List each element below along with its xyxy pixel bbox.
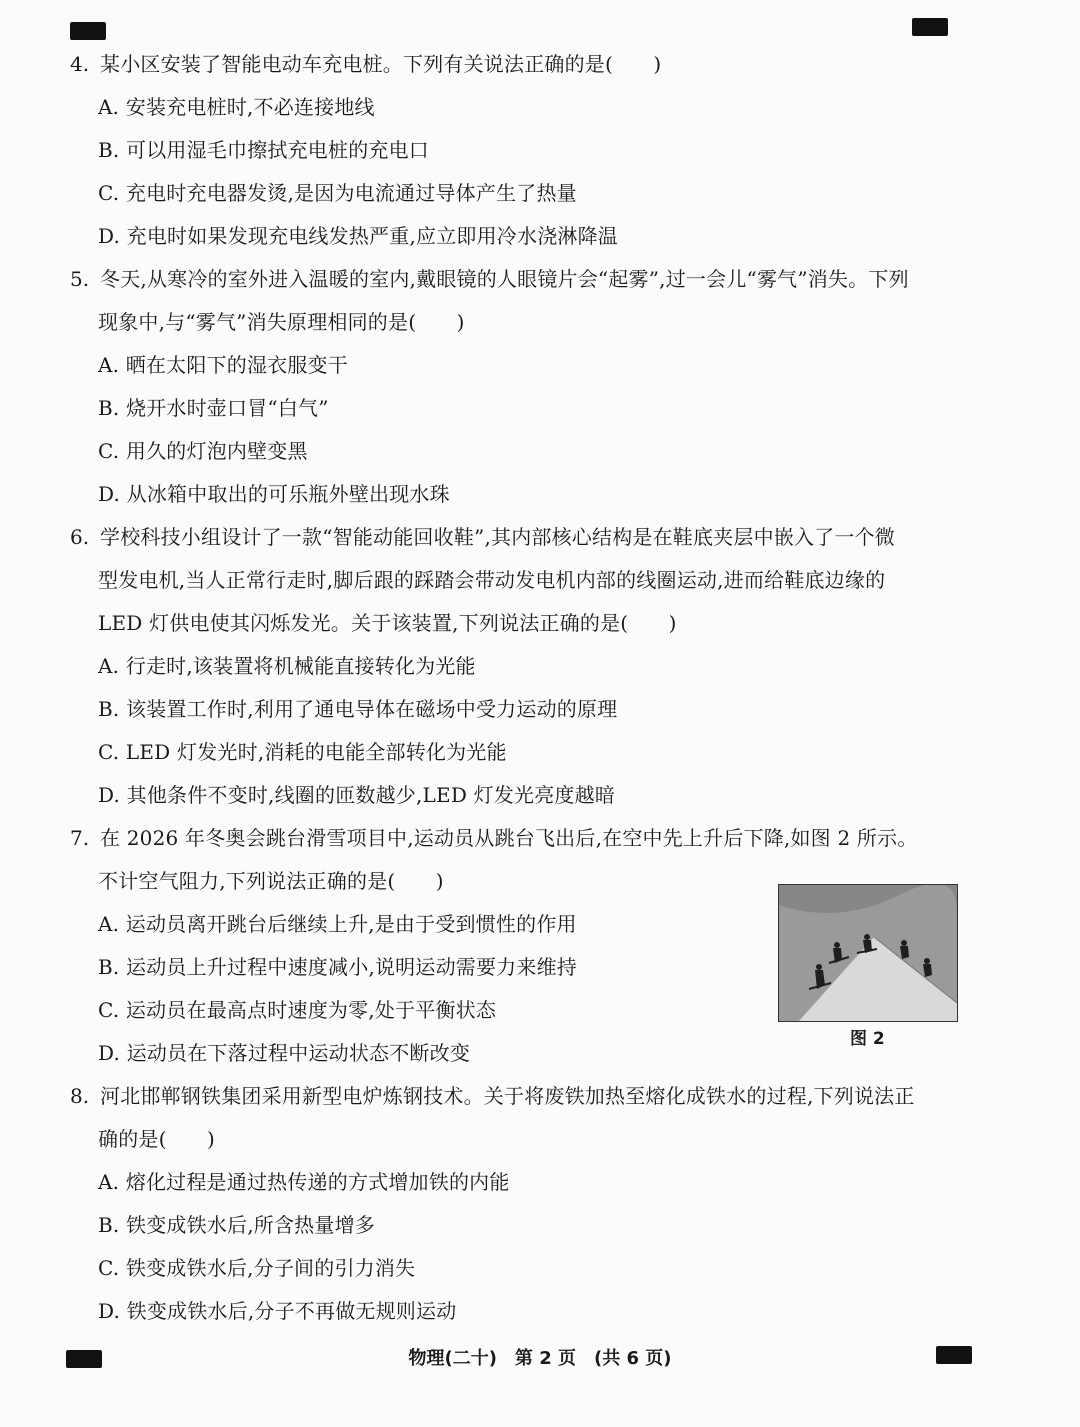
question-5-number: 5. xyxy=(70,267,90,291)
question-8-option-c: C. 铁变成铁水后,分子间的引力消失 xyxy=(98,1256,416,1280)
question-8-stem-line-1: 河北邯郸钢铁集团采用新型电炉炼钢技术。关于将废铁加热至熔化成铁水的过程,下列说法正 xyxy=(100,1084,915,1108)
question-7-option-b: B. 运动员上升过程中速度减小,说明运动需要力来维持 xyxy=(98,955,577,979)
question-7-stem-line-2: 不计空气阻力,下列说法正确的是( ) xyxy=(98,869,444,893)
figure-2-caption: 图 2 xyxy=(850,1029,885,1049)
question-6-option-d: D. 其他条件不变时,线圈的匝数越少,LED 灯发光亮度越暗 xyxy=(98,783,616,807)
question-7-option-c: C. 运动员在最高点时速度为零,处于平衡状态 xyxy=(98,998,497,1022)
question-7-option-d: D. 运动员在下落过程中运动状态不断改变 xyxy=(98,1041,471,1065)
question-6-number: 6. xyxy=(70,525,90,549)
question-5-option-b: B. 烧开水时壶口冒“白气” xyxy=(98,396,329,420)
question-7-option-a: A. 运动员离开跳台后继续上升,是由于受到惯性的作用 xyxy=(98,912,577,936)
question-6-stem-line-1: 学校科技小组设计了一款“智能动能回收鞋”,其内部核心结构是在鞋底夹层中嵌入了一个微 xyxy=(100,525,896,549)
registration-mark-top-left xyxy=(70,22,106,40)
question-6-option-c: C. LED 灯发光时,消耗的电能全部转化为光能 xyxy=(98,740,507,764)
question-4-option-b: B. 可以用湿毛巾擦拭充电桩的充电口 xyxy=(98,138,430,162)
question-5-stem-line-1: 冬天,从寒冷的室外进入温暖的室内,戴眼镜的人眼镜片会“起雾”,过一会儿“雾气”消失。下列 xyxy=(100,267,909,291)
question-4-option-c: C. 充电时充电器发烫,是因为电流通过导体产生了热量 xyxy=(98,181,577,205)
question-6-stem-line-3: LED 灯供电使其闪烁发光。关于该装置,下列说法正确的是( ) xyxy=(98,611,677,635)
question-5-option-c: C. 用久的灯泡内壁变黑 xyxy=(98,439,308,463)
question-6-stem-line-2: 型发电机,当人正常行走时,脚后跟的踩踏会带动发电机内部的线圈运动,进而给鞋底边缘的 xyxy=(98,568,886,592)
question-7-stem-line-1: 在 2026 年冬奥会跳台滑雪项目中,运动员从跳台飞出后,在空中先上升后下降,如图 2 所示。 xyxy=(100,826,918,850)
question-4-option-a: A. 安装充电桩时,不必连接地线 xyxy=(98,95,375,119)
question-5-stem-line-2: 现象中,与“雾气”消失原理相同的是( ) xyxy=(98,310,465,334)
question-5-option-a: A. 晒在太阳下的湿衣服变干 xyxy=(98,353,348,377)
question-8-number: 8. xyxy=(70,1084,90,1108)
question-8-option-a: A. 熔化过程是通过热传递的方式增加铁的内能 xyxy=(98,1170,510,1194)
question-6-option-a: A. 行走时,该装置将机械能直接转化为光能 xyxy=(98,654,476,678)
question-7-number: 7. xyxy=(70,826,90,850)
question-4-option-d: D. 充电时如果发现充电线发热严重,应立即用冷水浇淋降温 xyxy=(98,224,618,248)
question-5-option-d: D. 从冰箱中取出的可乐瓶外壁出现水珠 xyxy=(98,482,450,506)
question-6-option-b: B. 该装置工作时,利用了通电导体在磁场中受力运动的原理 xyxy=(98,697,618,721)
page-footer: 物理(二十) 第 2 页 (共 6 页) xyxy=(408,1348,672,1369)
question-8-option-d: D. 铁变成铁水后,分子不再做无规则运动 xyxy=(98,1299,457,1323)
question-8-stem-line-2: 确的是( ) xyxy=(98,1127,216,1151)
question-4-stem: 某小区安装了智能电动车充电桩。下列有关说法正确的是( ) xyxy=(100,52,662,76)
figure-2-ski-jump-photo xyxy=(778,884,958,1022)
registration-mark-top-right xyxy=(912,18,948,36)
question-8-option-b: B. 铁变成铁水后,所含热量增多 xyxy=(98,1213,375,1237)
question-4-number: 4. xyxy=(70,52,90,76)
